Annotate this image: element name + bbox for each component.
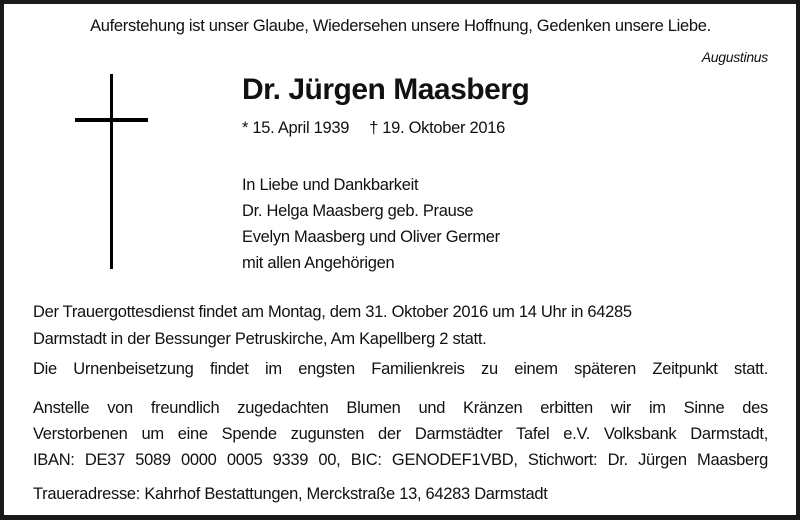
- quote-author: Augustinus: [701, 49, 768, 65]
- family-line: Dr. Helga Maasberg geb. Prause: [242, 202, 474, 220]
- quote: Auferstehung ist unser Glaube, Wiedersehen unsere Hoffnung, Gedenken unsere Liebe.: [90, 17, 711, 35]
- deceased-name: Dr. Jürgen Maasberg: [242, 73, 530, 106]
- address: Traueradresse: Kahrhof Bestattungen, Merckstraße 13, 64283 Darmstadt: [33, 485, 548, 503]
- family-line: Evelyn Maasberg und Oliver Germer: [242, 228, 500, 246]
- family-line: In Liebe und Dankbarkeit: [242, 176, 419, 194]
- death-date: † 19. Oktober 2016: [369, 119, 505, 137]
- cross-icon-bar: [75, 118, 148, 122]
- cross-icon: [110, 74, 113, 269]
- service-line: Darmstadt in der Bessunger Petruskirche, Am Kapellberg 2 statt.: [33, 330, 487, 348]
- donation-line: Verstorbenen um eine Spende zugunsten der Darmstädter Tafel e.V. Volksbank Darmstadt,: [33, 425, 768, 443]
- obituary-notice: [4, 4, 796, 515]
- service-line: Der Trauergottesdienst findet am Montag, dem 31. Oktober 2016 um 14 Uhr in 64285: [33, 303, 632, 321]
- family-line: mit allen Angehörigen: [242, 254, 395, 272]
- donation-line: IBAN: DE37 5089 0000 0005 9339 00, BIC: GENODEF1VBD, Stichwort: Dr. Jürgen Maasberg: [33, 451, 768, 469]
- birth-date: * 15. April 1939: [242, 119, 350, 137]
- donation-line: Anstelle von freundlich zugedachten Blumen und Kränzen erbitten wir im Sinne des: [33, 399, 768, 417]
- life-dates: [242, 118, 505, 138]
- burial-text: Die Urnenbeisetzung findet im engsten Familienkreis zu einem späteren Zeitpunkt statt.: [33, 360, 768, 378]
